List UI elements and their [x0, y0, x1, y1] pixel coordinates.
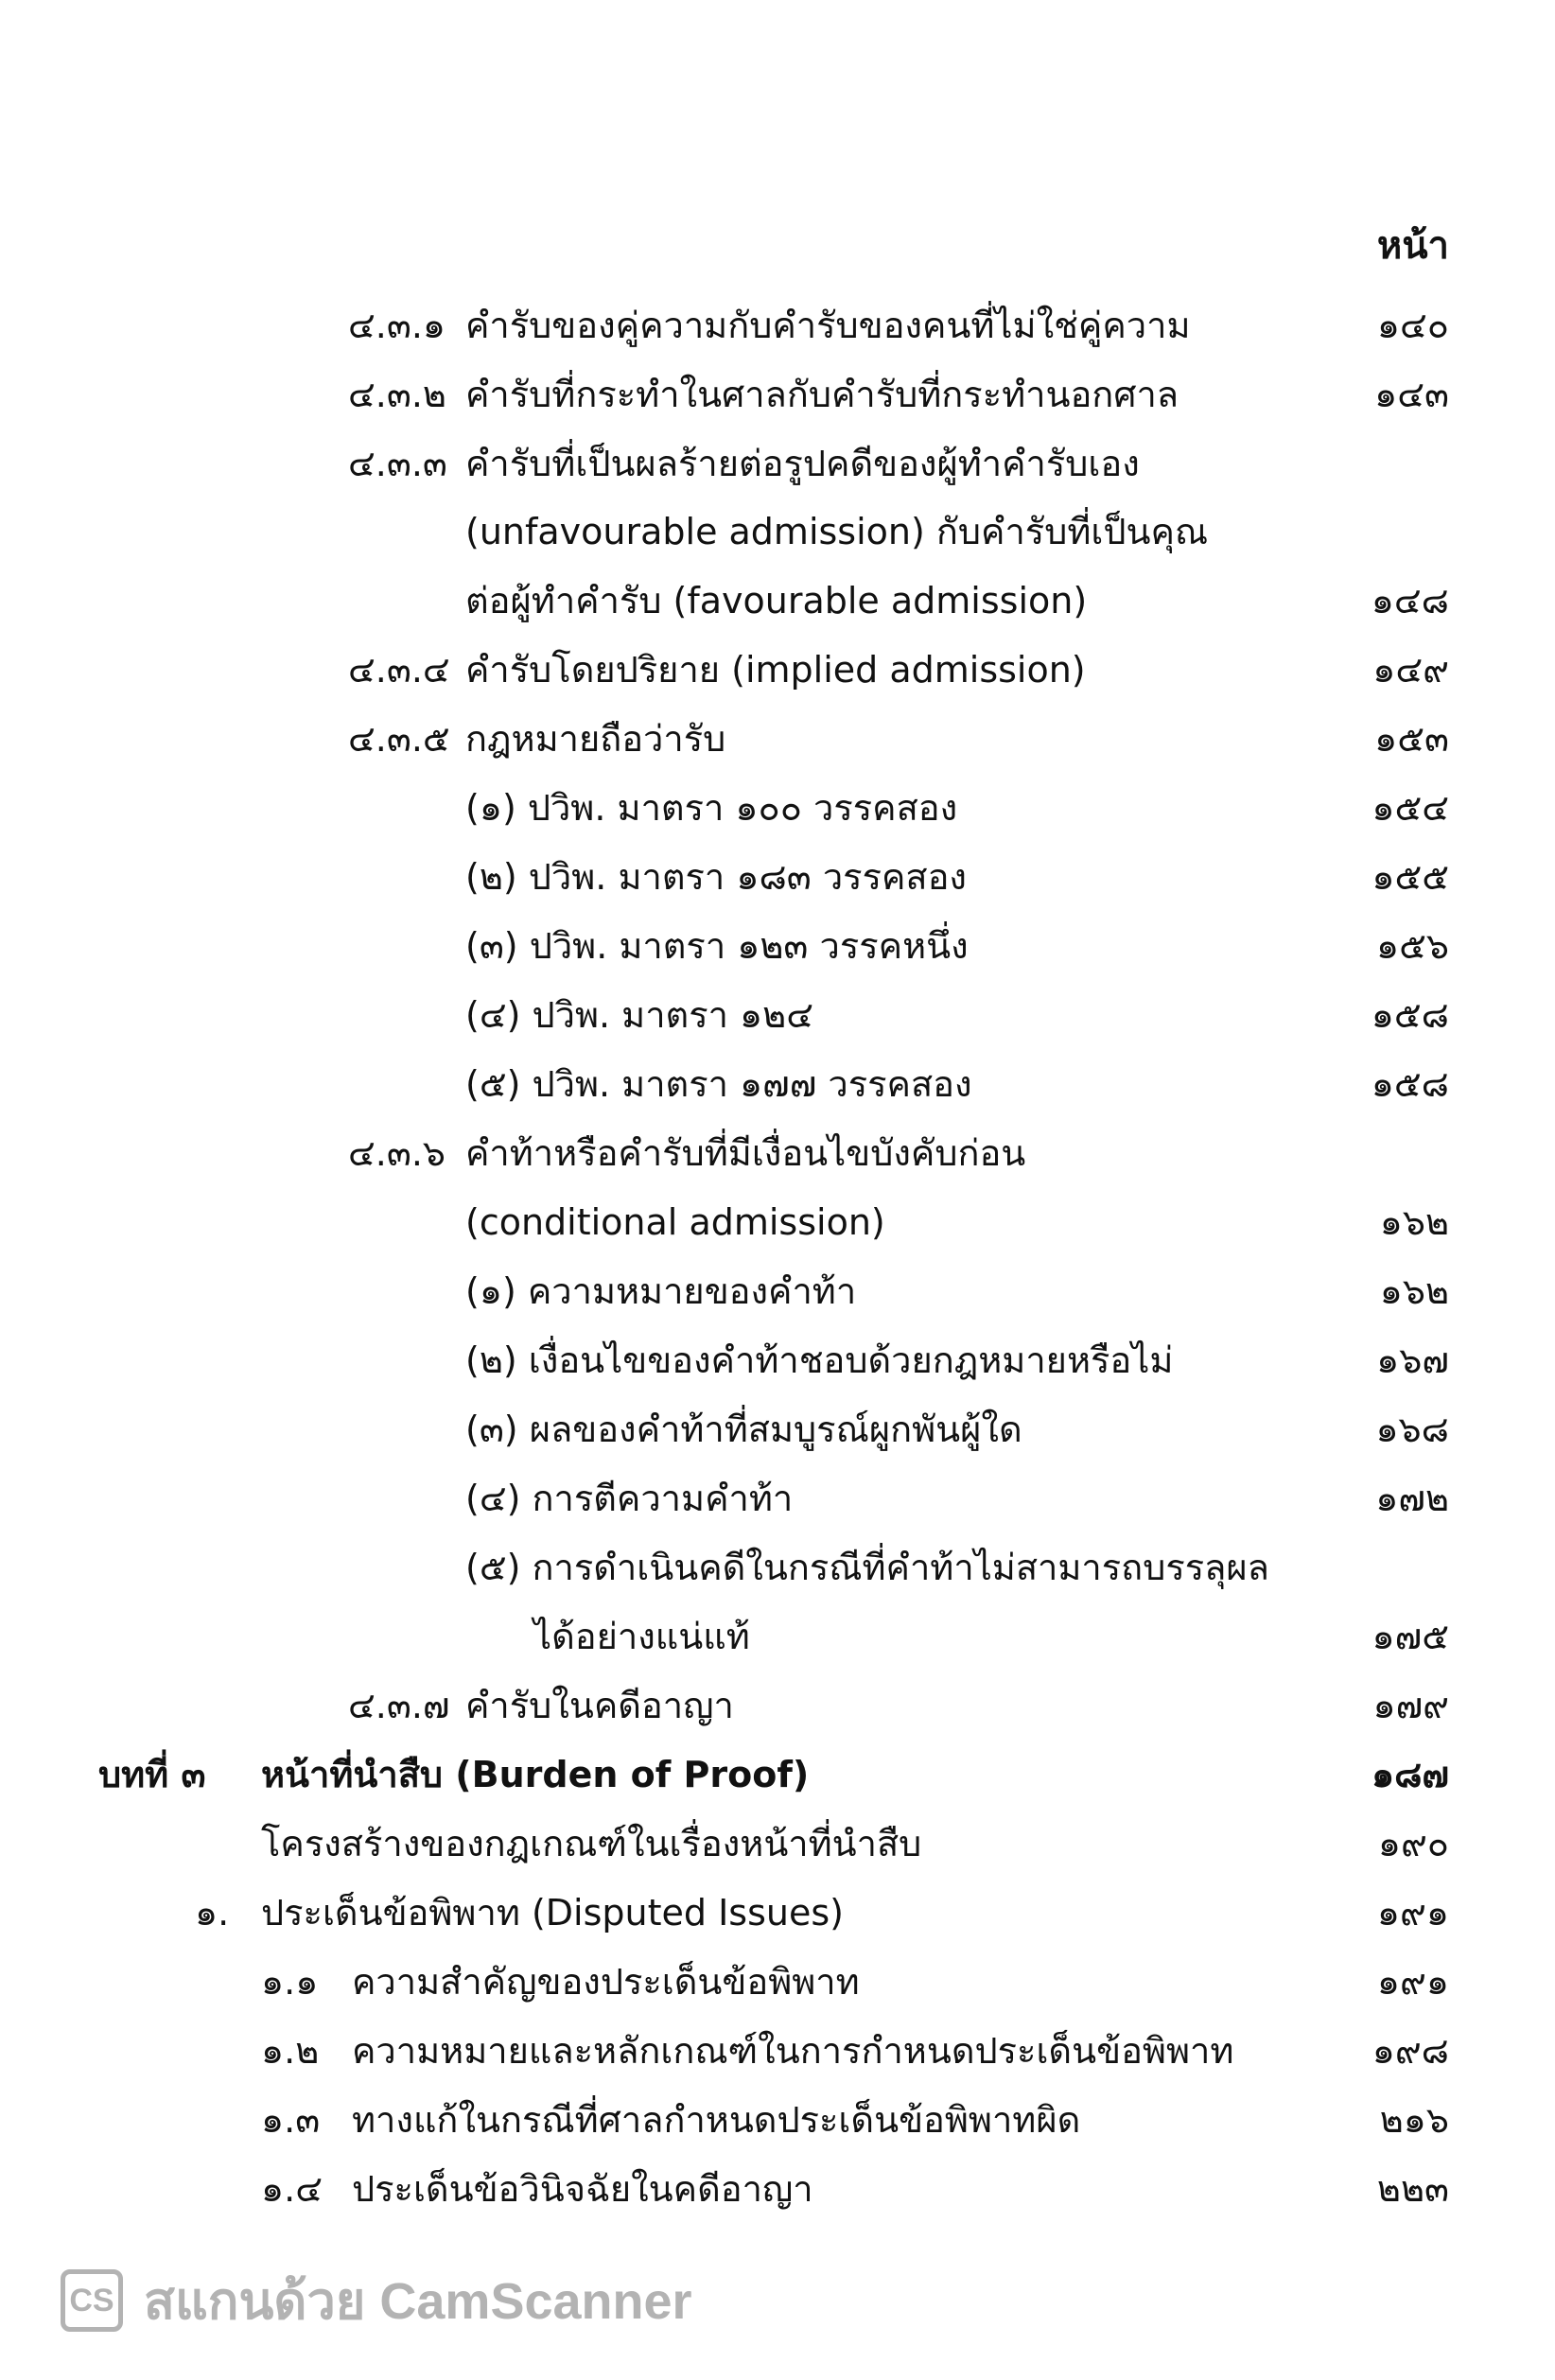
entry-number: ๔.๓.๓	[348, 443, 447, 484]
entry-page: ๑๗๕	[1372, 1616, 1449, 1657]
toc-entry	[0, 2090, 1555, 2150]
toc-subentry	[0, 1330, 1555, 1391]
entry-title: ประเด็นข้อพิพาท (Disputed Issues)	[261, 1892, 844, 1934]
entry-page: ๑๙๑	[1376, 1892, 1449, 1934]
entry-page: ๑๙๑	[1376, 1961, 1449, 2003]
entry-page: ๑๔๙	[1372, 649, 1449, 691]
entry-title: คำท้าหรือคำรับที่มีเงื่อนไขบังคับก่อน	[465, 1132, 1026, 1174]
toc-subentry	[0, 1537, 1555, 1598]
entry-number: ๑.	[195, 1892, 230, 1934]
entry-title: (๓) ปวิพ. มาตรา ๑๒๓ วรรคหนึ่ง	[465, 925, 969, 967]
entry-page: ๑๖๒	[1379, 1270, 1449, 1312]
entry-page: ๑๘๗	[1371, 1754, 1449, 1795]
entry-title: คำรับที่กระทำในศาลกับคำรับที่กระทำนอกศาล	[465, 374, 1179, 415]
entry-page: ๑๖๗	[1376, 1339, 1449, 1381]
toc-entry	[0, 364, 1555, 425]
entry-title: ประเด็นข้อวินิจฉัยในคดีอาญา	[352, 2168, 813, 2210]
toc-subentry	[0, 847, 1555, 907]
toc-entry	[0, 639, 1555, 700]
toc-subentry	[0, 778, 1555, 838]
toc-subentry	[0, 1054, 1555, 1114]
camscanner-logo-icon: CS	[61, 2269, 123, 2332]
toc-entry	[0, 295, 1555, 356]
toc-subentry-continuation	[0, 1606, 1555, 1667]
entry-title: ทางแก้ในกรณีที่ศาลกำหนดประเด็นข้อพิพาทผิด	[352, 2099, 1081, 2141]
entry-number: ๔.๓.๑	[348, 305, 446, 346]
chapter-title: หน้าที่นำสืบ (Burden of Proof)	[261, 1754, 810, 1795]
entry-number: ๑.๑	[261, 1961, 319, 2003]
toc-entry	[0, 1675, 1555, 1736]
entry-number: ๑.๒	[261, 2030, 320, 2072]
entry-title: กฎหมายถือว่ารับ	[465, 718, 726, 760]
entry-page: ๑๙๐	[1377, 1823, 1449, 1864]
entry-title: (๕) ปวิพ. มาตรา ๑๗๗ วรรคสอง	[465, 1063, 972, 1105]
entry-page: ๑๔๓	[1374, 374, 1449, 415]
entry-number: ๔.๓.๔	[348, 649, 450, 691]
entry-title: (๔) การตีความคำท้า	[465, 1478, 794, 1519]
entry-page: ๑๖๒	[1379, 1201, 1449, 1243]
entry-page: ๑๕๔	[1372, 787, 1449, 829]
chapter-number: บทที่ ๓	[98, 1754, 206, 1795]
entry-title: ความสำคัญของประเด็นข้อพิพาท	[352, 1961, 860, 2003]
entry-page: ๒๑๖	[1379, 2099, 1449, 2141]
entry-page: ๑๔๐	[1376, 305, 1449, 346]
toc-entry	[0, 1951, 1555, 2012]
entry-title: (conditional admission)	[465, 1201, 885, 1243]
entry-title: คำรับโดยปริยาย (implied admission)	[465, 649, 1086, 691]
entry-number: ๑.๔	[261, 2168, 323, 2210]
entry-page: ๑๙๘	[1372, 2030, 1449, 2072]
entry-number: ๑.๓	[261, 2099, 321, 2141]
entry-title: คำรับที่เป็นผลร้ายต่อรูปคดีของผู้ทำคำรับเอง	[465, 443, 1140, 484]
entry-number: ๔.๓.๖	[348, 1132, 446, 1174]
entry-title: (unfavourable admission) กับคำรับที่เป็นคุณ	[465, 511, 1209, 552]
toc-entry-continuation	[0, 501, 1555, 562]
toc-subentry	[0, 1399, 1555, 1460]
entry-title: โครงสร้างของกฎเกณฑ์ในเรื่องหน้าที่นำสืบ	[261, 1823, 922, 1864]
camscanner-watermark	[61, 2261, 692, 2340]
entry-title: ได้อย่างแน่แท้	[533, 1616, 750, 1657]
toc-entry	[0, 2159, 1555, 2219]
toc-entry	[0, 1123, 1555, 1183]
toc-entry	[0, 433, 1555, 494]
entry-number: ๔.๓.๒	[348, 374, 446, 415]
toc-entry	[0, 2021, 1555, 2081]
entry-page: ๒๒๓	[1376, 2168, 1449, 2210]
entry-number: ๔.๓.๗	[348, 1685, 450, 1726]
entry-title: คำรับของคู่ความกับคำรับของคนที่ไม่ใช่คู่ความ	[465, 305, 1191, 346]
toc-subentry	[0, 916, 1555, 976]
entry-page: ๑๕๘	[1371, 994, 1449, 1036]
toc-subentry	[0, 985, 1555, 1045]
watermark-text: สแกนด้วย CamScanner	[144, 2273, 692, 2330]
chapter-heading	[0, 1744, 1555, 1805]
toc-entry	[0, 1882, 1555, 1943]
entry-title: ต่อผู้ทำคำรับ (favourable admission)	[465, 580, 1088, 621]
entry-title: ความหมายและหลักเกณฑ์ในการกำหนดประเด็นข้อพิพาท	[352, 2030, 1234, 2072]
entry-number: ๔.๓.๕	[348, 718, 450, 760]
entry-title: (๕) การดำเนินคดีในกรณีที่คำท้าไม่สามารถบรรลุผล	[465, 1547, 1269, 1588]
entry-title: (๔) ปวิพ. มาตรา ๑๒๔	[465, 994, 813, 1036]
toc-entry-continuation	[0, 570, 1555, 631]
toc-entry	[0, 709, 1555, 769]
toc-subentry	[0, 1261, 1555, 1321]
entry-title: (๒) ปวิพ. มาตรา ๑๘๓ วรรคสอง	[465, 856, 967, 898]
entry-title: (๒) เงื่อนไขของคำท้าชอบด้วยกฎหมายหรือไม่	[465, 1339, 1174, 1381]
entry-page: ๑๖๘	[1375, 1409, 1449, 1450]
entry-title: (๑) ความหมายของคำท้า	[465, 1270, 857, 1312]
entry-title: คำรับในคดีอาญา	[465, 1685, 734, 1726]
toc-entry	[0, 1813, 1555, 1874]
entry-page: ๑๔๘	[1371, 580, 1449, 621]
entry-page: ๑๗๒	[1375, 1478, 1449, 1519]
entry-page: ๑๗๙	[1372, 1685, 1449, 1726]
entry-title: (๓) ผลของคำท้าที่สมบูรณ์ผูกพันผู้ใด	[465, 1409, 1022, 1450]
toc-entry-continuation	[0, 1192, 1555, 1252]
entry-page: ๑๕๘	[1371, 1063, 1449, 1105]
page-column-header: หน้า	[1376, 224, 1449, 268]
entry-page: ๑๕๓	[1374, 718, 1449, 760]
toc-subentry	[0, 1468, 1555, 1529]
entry-page: ๑๕๕	[1372, 856, 1449, 898]
entry-title: (๑) ปวิพ. มาตรา ๑๐๐ วรรคสอง	[465, 787, 958, 829]
entry-page: ๑๕๖	[1375, 925, 1449, 967]
